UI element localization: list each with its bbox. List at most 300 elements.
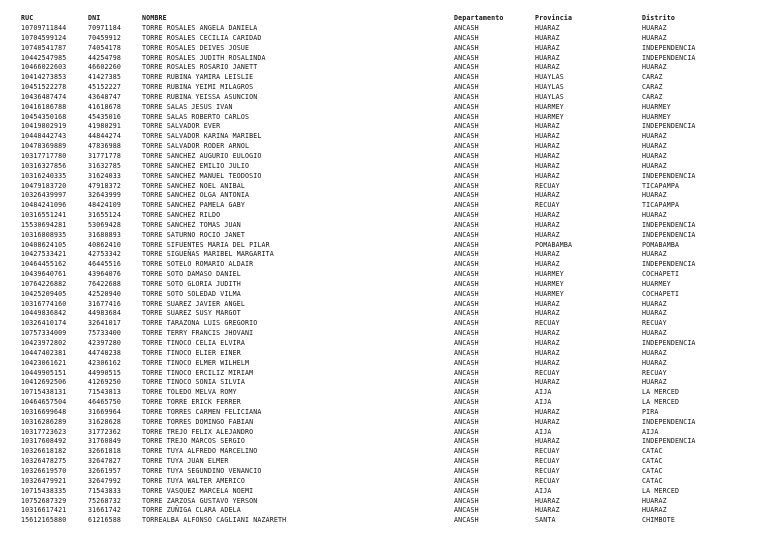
cell-dni: 42753342 [88,250,121,259]
cell-nombre: TORRE SANCHEZ TOMAS JUAN [142,220,241,229]
cell-provincia: HUARAZ [535,220,560,229]
cell-ruc: 10316551241 [21,211,67,220]
cell-provincia: HUARAZ [535,132,560,141]
cell-ruc: 10454350168 [21,112,67,121]
cell-nombre: TORRE ROSALES ROSARIO JANETT [142,63,258,72]
cell-ruc: 10408624105 [21,240,67,249]
cell-dni: 75733400 [88,329,121,338]
cell-nombre: TORRE ROSALES JUDITH ROSALINDA [142,53,266,62]
cell-dni: 44844274 [88,132,121,141]
cell-dni: 44990515 [88,368,121,377]
cell-ruc: 10416186788 [21,102,67,111]
cell-dni: 41980291 [88,122,121,131]
header-distrito: Distrito [642,14,675,22]
cell-provincia: HUARAZ [535,63,560,72]
table-row [0,467,768,477]
cell-departamento: ANCASH [454,368,479,377]
cell-ruc: 10326619570 [21,466,67,475]
cell-ruc: 10425209405 [21,289,67,298]
header-departamento: Departamento [454,14,504,22]
cell-distrito: HUARAZ [642,142,667,151]
cell-provincia: HUARAZ [535,43,560,52]
cell-nombre: TORRE TINOCO CELIA ELVIRA [142,339,245,347]
cell-dni: 31628628 [88,417,121,426]
cell-departamento: ANCASH [454,53,479,62]
cell-provincia: POMABAMBA [535,240,573,249]
cell-distrito: CATAC [642,466,663,475]
cell-dni: 31669964 [88,407,121,416]
table-row [0,113,768,123]
cell-departamento: ANCASH [454,181,479,190]
table-row [0,408,768,418]
cell-ruc: 10740541787 [21,43,67,52]
cell-provincia: RECUAY [535,476,560,485]
cell-provincia: HUARAZ [535,378,560,387]
cell-nombre: TORRE RUBINA YEISSA ASUNCION [142,92,258,101]
cell-nombre: TORRE SANCHEZ MANUEL TEODOSIO [142,171,262,180]
cell-distrito: CATAC [642,476,663,485]
cell-provincia: HUARAZ [535,53,560,62]
cell-departamento: ANCASH [454,348,479,357]
cell-departamento: ANCASH [454,270,479,279]
cell-dni: 32661818 [88,447,121,456]
cell-provincia: HUARAZ [535,161,560,170]
table-row [0,44,768,54]
cell-ruc: 10317723623 [21,427,67,436]
cell-ruc: 10316699648 [21,407,67,416]
cell-distrito: HUARAZ [642,191,667,200]
cell-ruc: 10436487474 [21,92,67,101]
table-row [0,191,768,201]
cell-provincia: HUAYLAS [535,73,564,82]
table-row [0,201,768,211]
cell-dni: 32647992 [88,476,121,485]
cell-distrito: INDEPENDENCIA [642,220,696,229]
cell-departamento: ANCASH [454,329,479,338]
cell-dni: 31661742 [88,506,121,515]
cell-departamento: ANCASH [454,289,479,298]
cell-provincia: HUARMEY [535,270,564,279]
cell-provincia: AIJA [535,388,552,397]
cell-ruc: 10715438131 [21,388,67,397]
cell-dni: 76422688 [88,279,121,288]
cell-ruc: 10412692506 [21,378,67,387]
cell-provincia: HUARMEY [535,289,564,298]
cell-departamento: ANCASH [454,437,479,446]
cell-distrito: HUARAZ [642,329,667,338]
cell-distrito: HUARAZ [642,358,667,367]
table-row [0,516,768,526]
cell-ruc: 10439640761 [21,270,67,279]
cell-dni: 31771778 [88,151,121,160]
cell-departamento: ANCASH [454,398,479,407]
cell-ruc: 10704599124 [21,33,67,42]
cell-departamento: ANCASH [454,211,479,220]
cell-provincia: RECUAY [535,181,560,190]
cell-distrito: COCHAPETI [642,270,680,279]
table-row [0,103,768,113]
cell-departamento: ANCASH [454,457,479,466]
cell-departamento: ANCASH [454,132,479,141]
cell-provincia: HUARAZ [535,211,560,220]
cell-dni: 53069428 [88,220,121,229]
cell-dni: 70459912 [88,33,121,42]
cell-departamento: ANCASH [454,407,479,416]
cell-distrito: CARAZ [642,73,663,82]
cell-provincia: HUARAZ [535,230,560,239]
cell-provincia: HUAYLAS [535,83,564,92]
cell-departamento: ANCASH [454,309,479,318]
cell-distrito: CARAZ [642,83,663,92]
cell-nombre: TORRE TINOCO ELIER EINER [142,348,241,357]
cell-dni: 42306162 [88,358,121,367]
cell-ruc: 10448442743 [21,132,67,141]
cell-departamento: ANCASH [454,230,479,239]
cell-nombre: TORRE TREJO MARCOS SERGIO [142,437,245,446]
cell-nombre: TORRE TORRES DOMINGO FABIAN [142,417,254,426]
cell-provincia: HUARMEY [535,279,564,288]
cell-distrito: HUARAZ [642,161,667,170]
table-row [0,260,768,270]
cell-distrito: INDEPENDENCIA [642,171,696,180]
cell-nombre: TORRE ROSALES CECILIA CARIDAD [142,33,262,42]
cell-ruc: 10715438335 [21,486,67,495]
cell-departamento: ANCASH [454,466,479,475]
table-row [0,270,768,280]
cell-distrito: HUARAZ [642,348,667,357]
cell-ruc: 10316286289 [21,417,67,426]
cell-dni: 41269250 [88,378,121,387]
cell-nombre: TORRE TARAZONA LUIS GREGORIO [142,319,258,328]
cell-provincia: HUARAZ [535,339,560,347]
cell-distrito: HUARMEY [642,102,671,111]
cell-distrito: HUARMEY [642,112,671,121]
cell-departamento: ANCASH [454,476,479,485]
cell-departamento: ANCASH [454,43,479,52]
cell-departamento: ANCASH [454,161,479,170]
cell-nombre: TORRE ROSALES ANGELA DANIELA [142,24,258,32]
cell-departamento: ANCASH [454,240,479,249]
cell-dni: 44983684 [88,309,121,318]
cell-ruc: 10326478275 [21,457,67,466]
cell-distrito: HUARAZ [642,151,667,160]
cell-ruc: 10316774160 [21,299,67,308]
cell-distrito: HUARAZ [642,378,667,387]
cell-departamento: ANCASH [454,516,479,525]
table-row [0,34,768,44]
cell-departamento: ANCASH [454,24,479,32]
cell-ruc: 10316617421 [21,506,67,515]
cell-departamento: ANCASH [454,92,479,101]
table-row [0,142,768,152]
cell-ruc: 15612165880 [21,516,67,525]
table-row [0,83,768,93]
cell-dni: 31760849 [88,437,121,446]
cell-provincia: HUARAZ [535,309,560,318]
cell-provincia: RECUAY [535,447,560,456]
table-row [0,54,768,64]
cell-distrito: TICAPAMPA [642,201,680,210]
cell-nombre: TORRE SOTO GLORIA JUDITH [142,279,241,288]
cell-dni: 42520940 [88,289,121,298]
cell-ruc: 10414273853 [21,73,67,82]
cell-departamento: ANCASH [454,319,479,328]
header-ruc: RUC [21,14,34,22]
table-row [0,319,768,329]
cell-nombre: TORRE SUAREZ SUSY MARGOT [142,309,241,318]
cell-provincia: HUAYLAS [535,92,564,101]
cell-provincia: HUARAZ [535,122,560,131]
cell-dni: 43964076 [88,270,121,279]
cell-nombre: TORRE SANCHEZ EMILIO JULIO [142,161,250,170]
cell-distrito: POMABAMBA [642,240,680,249]
cell-nombre: TORRE TINOCO ELMER WILHELM [142,358,250,367]
cell-ruc: 10752687329 [21,496,67,505]
cell-distrito: HUARMEY [642,279,671,288]
cell-departamento: ANCASH [454,122,479,131]
cell-dni: 75268732 [88,496,121,505]
cell-nombre: TORRE TUYA WALTER AMERICO [142,476,245,485]
cell-ruc: 10466022603 [21,63,67,72]
table-row [0,211,768,221]
cell-ruc: 10451522278 [21,83,67,92]
cell-distrito: HUARAZ [642,63,667,72]
cell-departamento: ANCASH [454,447,479,456]
table-row [0,428,768,438]
cell-distrito: INDEPENDENCIA [642,339,696,347]
cell-ruc: 10423061621 [21,358,67,367]
cell-provincia: HUARAZ [535,171,560,180]
cell-ruc: 10764226882 [21,279,67,288]
cell-nombre: TORRE TUYA JUAN ELMER [142,457,229,466]
cell-dni: 31624033 [88,171,121,180]
cell-provincia: HUARAZ [535,348,560,357]
cell-ruc: 10442547985 [21,53,67,62]
cell-dni: 44740238 [88,348,121,357]
cell-provincia: HUARAZ [535,33,560,42]
table-row [0,280,768,290]
cell-ruc: 10464455162 [21,260,67,269]
cell-provincia: RECUAY [535,457,560,466]
cell-provincia: AIJA [535,398,552,407]
cell-distrito: CARAZ [642,92,663,101]
cell-distrito: INDEPENDENCIA [642,417,696,426]
cell-ruc: 10464657504 [21,398,67,407]
cell-provincia: HUARMEY [535,112,564,121]
cell-ruc: 10423972802 [21,339,67,347]
cell-dni: 31680893 [88,230,121,239]
table-row [0,93,768,103]
cell-ruc: 10709711844 [21,24,67,32]
cell-ruc: 10479183720 [21,181,67,190]
cell-nombre: TORRE TORRE ERICK FERRER [142,398,241,407]
cell-provincia: HUARMEY [535,102,564,111]
cell-dni: 31677416 [88,299,121,308]
cell-nombre: TORRE SOTO SOLEDAD VILMA [142,289,241,298]
table-row [0,290,768,300]
cell-provincia: HUARAZ [535,250,560,259]
cell-dni: 74054178 [88,43,121,52]
cell-dni: 41427385 [88,73,121,82]
cell-distrito: INDEPENDENCIA [642,260,696,269]
cell-ruc: 10326479921 [21,476,67,485]
cell-distrito: INDEPENDENCIA [642,43,696,52]
cell-ruc: 10419802919 [21,122,67,131]
table-row [0,172,768,182]
table-row [0,487,768,497]
cell-nombre: TORRE SANCHEZ NOEL ANIBAL [142,181,245,190]
cell-departamento: ANCASH [454,73,479,82]
cell-provincia: AIJA [535,427,552,436]
header-nombre: NOMBRE [142,14,167,22]
cell-provincia: HUARAZ [535,437,560,446]
cell-nombre: TORRE SANCHEZ OLGA ANTONIA [142,191,250,200]
table-row [0,418,768,428]
table-row [0,231,768,241]
cell-departamento: ANCASH [454,260,479,269]
cell-ruc: 10449905151 [21,368,67,377]
cell-dni: 31632785 [88,161,121,170]
table-row [0,398,768,408]
cell-provincia: RECUAY [535,201,560,210]
cell-nombre: TORRE RUBINA YAMIRA LEISLIE [142,73,254,82]
cell-ruc: 10447402381 [21,348,67,357]
cell-dni: 46602260 [88,63,121,72]
cell-nombre: TORRE SANCHEZ AUGURIO EULOGIO [142,151,262,160]
cell-nombre: TORRE SALAS JESUS IVAN [142,102,233,111]
cell-dni: 45435016 [88,112,121,121]
cell-distrito: LA MERCED [642,388,680,397]
cell-ruc: 10449836842 [21,309,67,318]
cell-departamento: ANCASH [454,496,479,505]
cell-departamento: ANCASH [454,102,479,111]
cell-dni: 44254798 [88,53,121,62]
cell-dni: 42397280 [88,339,121,347]
cell-departamento: ANCASH [454,250,479,259]
table-row [0,329,768,339]
header-dni: DNI [88,14,101,22]
table-row [0,132,768,142]
cell-provincia: HUARAZ [535,358,560,367]
cell-provincia: HUARAZ [535,417,560,426]
cell-distrito: HUARAZ [642,250,667,259]
cell-nombre: TORRE ROSALES DEIVES JOSUE [142,43,250,52]
cell-ruc: 10326618182 [21,447,67,456]
cell-dni: 45152227 [88,83,121,92]
cell-distrito: HUARAZ [642,506,667,515]
table-row [0,73,768,83]
cell-distrito: CATAC [642,457,663,466]
table-row [0,369,768,379]
table-row [0,63,768,73]
cell-nombre: TORRE VASQUEZ MARCELA NOEMI [142,486,254,495]
cell-distrito: HUARAZ [642,496,667,505]
cell-ruc: 10326410174 [21,319,67,328]
cell-provincia: HUARAZ [535,24,560,32]
cell-departamento: ANCASH [454,486,479,495]
cell-departamento: ANCASH [454,201,479,210]
cell-dni: 47836988 [88,142,121,151]
cell-distrito: AIJA [642,427,659,436]
cell-dni: 61216588 [88,516,121,525]
table-row [0,300,768,310]
cell-nombre: TORRE SUAREZ JAVIER ANGEL [142,299,245,308]
cell-dni: 40862410 [88,240,121,249]
cell-nombre: TORRE SATURNO ROCIO JANET [142,230,245,239]
cell-provincia: HUARAZ [535,142,560,151]
cell-dni: 70971184 [88,24,121,32]
table-row [0,477,768,487]
cell-ruc: 10478369889 [21,142,67,151]
table-row [0,309,768,319]
cell-distrito: CHIMBOTE [642,516,675,525]
cell-dni: 43648747 [88,92,121,101]
cell-nombre: TORRE RUBINA YEIMI MILAGROS [142,83,254,92]
table-row [0,437,768,447]
cell-distrito: INDEPENDENCIA [642,437,696,446]
cell-provincia: HUARAZ [535,407,560,416]
cell-provincia: HUARAZ [535,329,560,338]
cell-nombre: TORREALBA ALFONSO CAGLIANI NAZARETH [142,516,287,525]
cell-nombre: TORRE SALVADOR RODER ARNOL [142,142,250,151]
cell-departamento: ANCASH [454,299,479,308]
table-row [0,24,768,34]
cell-dni: 31772362 [88,427,121,436]
cell-dni: 32661957 [88,466,121,475]
cell-dni: 47918372 [88,181,121,190]
cell-dni: 71543813 [88,388,121,397]
cell-ruc: 10757334009 [21,329,67,338]
cell-provincia: RECUAY [535,466,560,475]
cell-distrito: HUARAZ [642,24,667,32]
cell-nombre: TORRE TINOCO ERCILIZ MIRIAM [142,368,254,377]
cell-departamento: ANCASH [454,388,479,397]
cell-provincia: HUARAZ [535,260,560,269]
cell-provincia: HUARAZ [535,299,560,308]
cell-departamento: ANCASH [454,83,479,92]
cell-distrito: LA MERCED [642,486,680,495]
table-row [0,497,768,507]
cell-nombre: TORRE TREJO FELIX ALEJANDRO [142,427,254,436]
cell-distrito: HUARAZ [642,132,667,141]
cell-departamento: ANCASH [454,378,479,387]
cell-departamento: ANCASH [454,112,479,121]
cell-dni: 48424109 [88,201,121,210]
table-row [0,378,768,388]
cell-nombre: TORRE SOTELO ROMARIO ALDAIR [142,260,254,269]
cell-dni: 32647827 [88,457,121,466]
table-row [0,349,768,359]
cell-distrito: RECUAY [642,319,667,328]
cell-departamento: ANCASH [454,171,479,180]
cell-dni: 41618678 [88,102,121,111]
cell-distrito: HUARAZ [642,211,667,220]
cell-nombre: TORRE SALVADOR KARINA MARIBEL [142,132,262,141]
table-row [0,447,768,457]
cell-ruc: 10326439997 [21,191,67,200]
cell-nombre: TORRE SIGUEÑAS MARIBEL MARGARITA [142,250,274,259]
cell-departamento: ANCASH [454,279,479,288]
cell-provincia: HUARAZ [535,496,560,505]
cell-departamento: ANCASH [454,358,479,367]
cell-dni: 32643999 [88,191,121,200]
table-row [0,221,768,231]
cell-distrito: LA MERCED [642,398,680,407]
table-row [0,250,768,260]
cell-departamento: ANCASH [454,151,479,160]
cell-ruc: 15530694281 [21,220,67,229]
table-row [0,339,768,349]
